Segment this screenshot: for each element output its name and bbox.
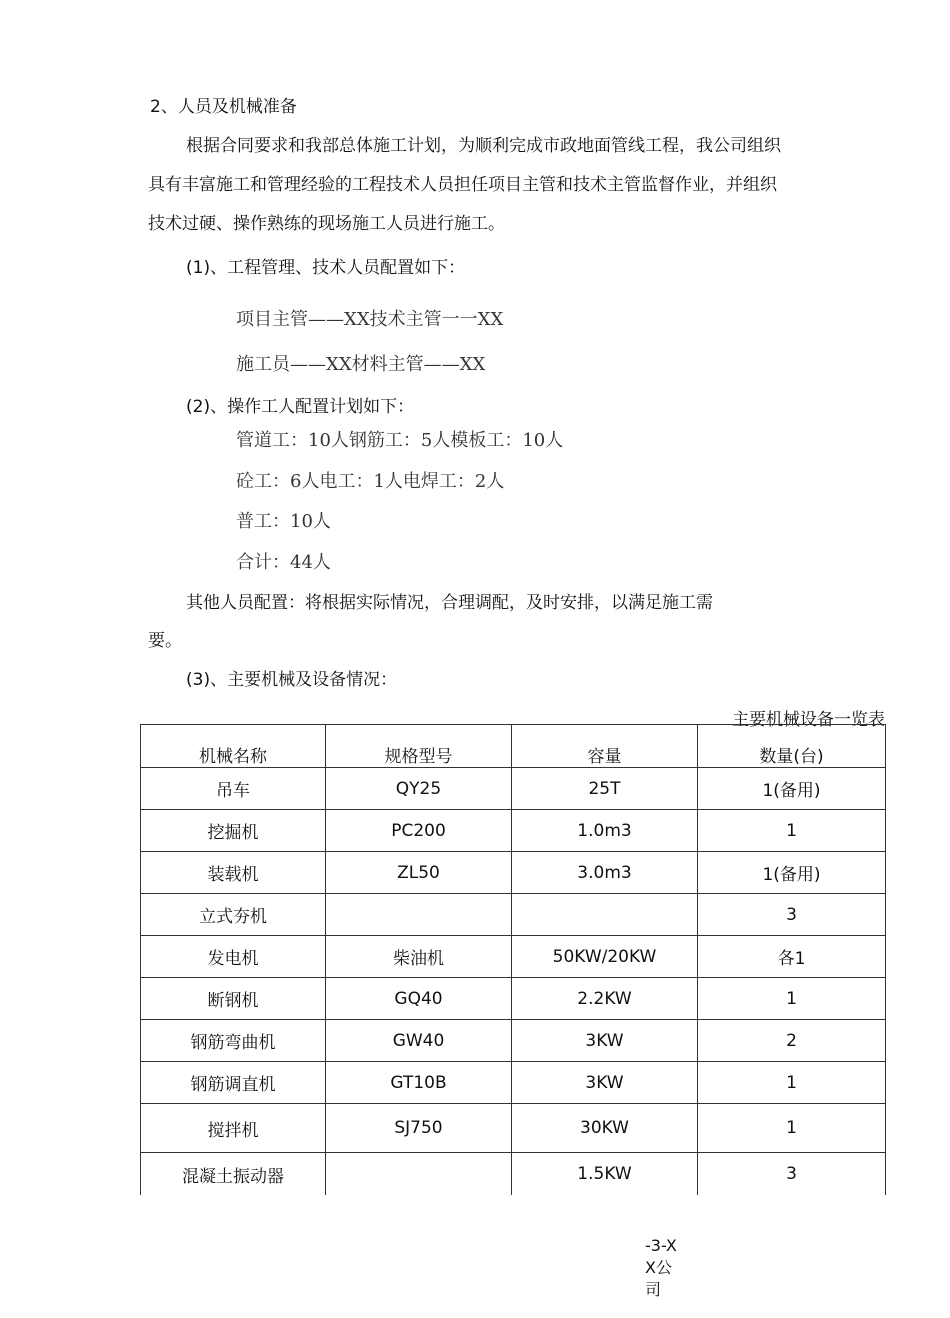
- mgmt-line-2: 施工员——XX材料主管——XX: [236, 354, 486, 375]
- worker-line-4: 合计：44人: [236, 552, 331, 573]
- table-row: [141, 852, 886, 894]
- cell-capacity: 30KW: [512, 1104, 698, 1153]
- cell-capacity: 25T: [512, 768, 698, 810]
- table-row: [141, 1104, 886, 1153]
- cell-capacity: 50KW/20KW: [512, 936, 698, 978]
- cell-spec: GT10B: [326, 1062, 512, 1104]
- mgmt-line-1: 项目主管——XX技术主管一一XX: [236, 309, 504, 330]
- cell-name: 发电机: [141, 936, 326, 978]
- cell-name: 钢筋弯曲机: [141, 1020, 326, 1062]
- cell-spec: GQ40: [326, 978, 512, 1020]
- cell-quantity: 1: [698, 1062, 886, 1104]
- intro-line-1: 根据合同要求和我部总体施工计划，为顺利完成市政地面管线工程，我公司组织: [186, 136, 781, 156]
- cell-name: 挖掘机: [141, 810, 326, 852]
- table-caption: 主要机械设备一览表: [732, 710, 885, 730]
- table-row: [141, 1020, 886, 1062]
- worker-line-1: 管道工：10人钢筋工：5人模板工：10人: [236, 430, 564, 451]
- cell-quantity: 各1: [698, 936, 886, 978]
- header-quantity: 数量(台): [698, 725, 886, 768]
- intro-line-3: 技术过硬、操作熟练的现场施工人员进行施工。: [148, 214, 505, 234]
- page-footer: [645, 1235, 685, 1301]
- cell-name: 断钢机: [141, 978, 326, 1020]
- table-row: [141, 1153, 886, 1196]
- worker-heading: (2)、操作工人配置计划如下：: [186, 397, 415, 417]
- intro-line-2: 具有丰富施工和管理经验的工程技术人员担任项目主管和技术主管监督作业，并组织: [148, 175, 777, 195]
- cell-spec: ZL50: [326, 852, 512, 894]
- cell-capacity: 2.2KW: [512, 978, 698, 1020]
- cell-name: 装载机: [141, 852, 326, 894]
- cell-spec: PC200: [326, 810, 512, 852]
- table-row: [141, 894, 886, 936]
- cell-quantity: 1(备用): [698, 768, 886, 810]
- cell-spec: SJ750: [326, 1104, 512, 1153]
- footer-line-1: -3-X: [645, 1236, 677, 1255]
- cell-spec: 柴油机: [326, 936, 512, 978]
- cell-quantity: 3: [698, 894, 886, 936]
- cell-spec: [326, 1153, 512, 1196]
- worker-line-3: 普工：10人: [236, 511, 331, 532]
- other-line-1: 其他人员配置：将根据实际情况，合理调配，及时安排，以满足施工需: [186, 593, 713, 613]
- header-name: 机械名称: [141, 725, 326, 768]
- cell-quantity: 1: [698, 1104, 886, 1153]
- cell-name: 钢筋调直机: [141, 1062, 326, 1104]
- cell-capacity: 3KW: [512, 1020, 698, 1062]
- cell-spec: [326, 894, 512, 936]
- header-capacity: 容量: [512, 725, 698, 768]
- cell-capacity: 1.0m3: [512, 810, 698, 852]
- cell-quantity: 3: [698, 1153, 886, 1196]
- cell-spec: GW40: [326, 1020, 512, 1062]
- cell-name: 吊车: [141, 768, 326, 810]
- table-row: [141, 978, 886, 1020]
- cell-quantity: 1: [698, 978, 886, 1020]
- equip-heading: (3)、主要机械及设备情况：: [186, 670, 398, 690]
- worker-line-2: 砼工：6人电工：1人电焊工：2人: [236, 471, 505, 492]
- table-row: [141, 936, 886, 978]
- table-row: [141, 768, 886, 810]
- cell-capacity: 3KW: [512, 1062, 698, 1104]
- cell-quantity: 1(备用): [698, 852, 886, 894]
- footer-line-3: 司: [645, 1280, 662, 1299]
- cell-capacity: 1.5KW: [512, 1153, 698, 1196]
- cell-spec: QY25: [326, 768, 512, 810]
- table-header-row: [141, 725, 886, 768]
- cell-capacity: 3.0m3: [512, 852, 698, 894]
- section-title: 2、人员及机械准备: [150, 97, 297, 117]
- table-row: [141, 1062, 886, 1104]
- cell-name: 搅拌机: [141, 1104, 326, 1153]
- cell-name: 混凝土振动器: [141, 1153, 326, 1196]
- footer-line-2: X公: [645, 1258, 672, 1277]
- mgmt-heading: (1)、工程管理、技术人员配置如下：: [186, 258, 466, 278]
- header-spec: 规格型号: [326, 725, 512, 768]
- cell-capacity: [512, 894, 698, 936]
- equipment-table: [140, 724, 886, 1195]
- other-line-2: 要。: [148, 631, 182, 651]
- cell-quantity: 1: [698, 810, 886, 852]
- cell-name: 立式夯机: [141, 894, 326, 936]
- table-row: [141, 810, 886, 852]
- cell-quantity: 2: [698, 1020, 886, 1062]
